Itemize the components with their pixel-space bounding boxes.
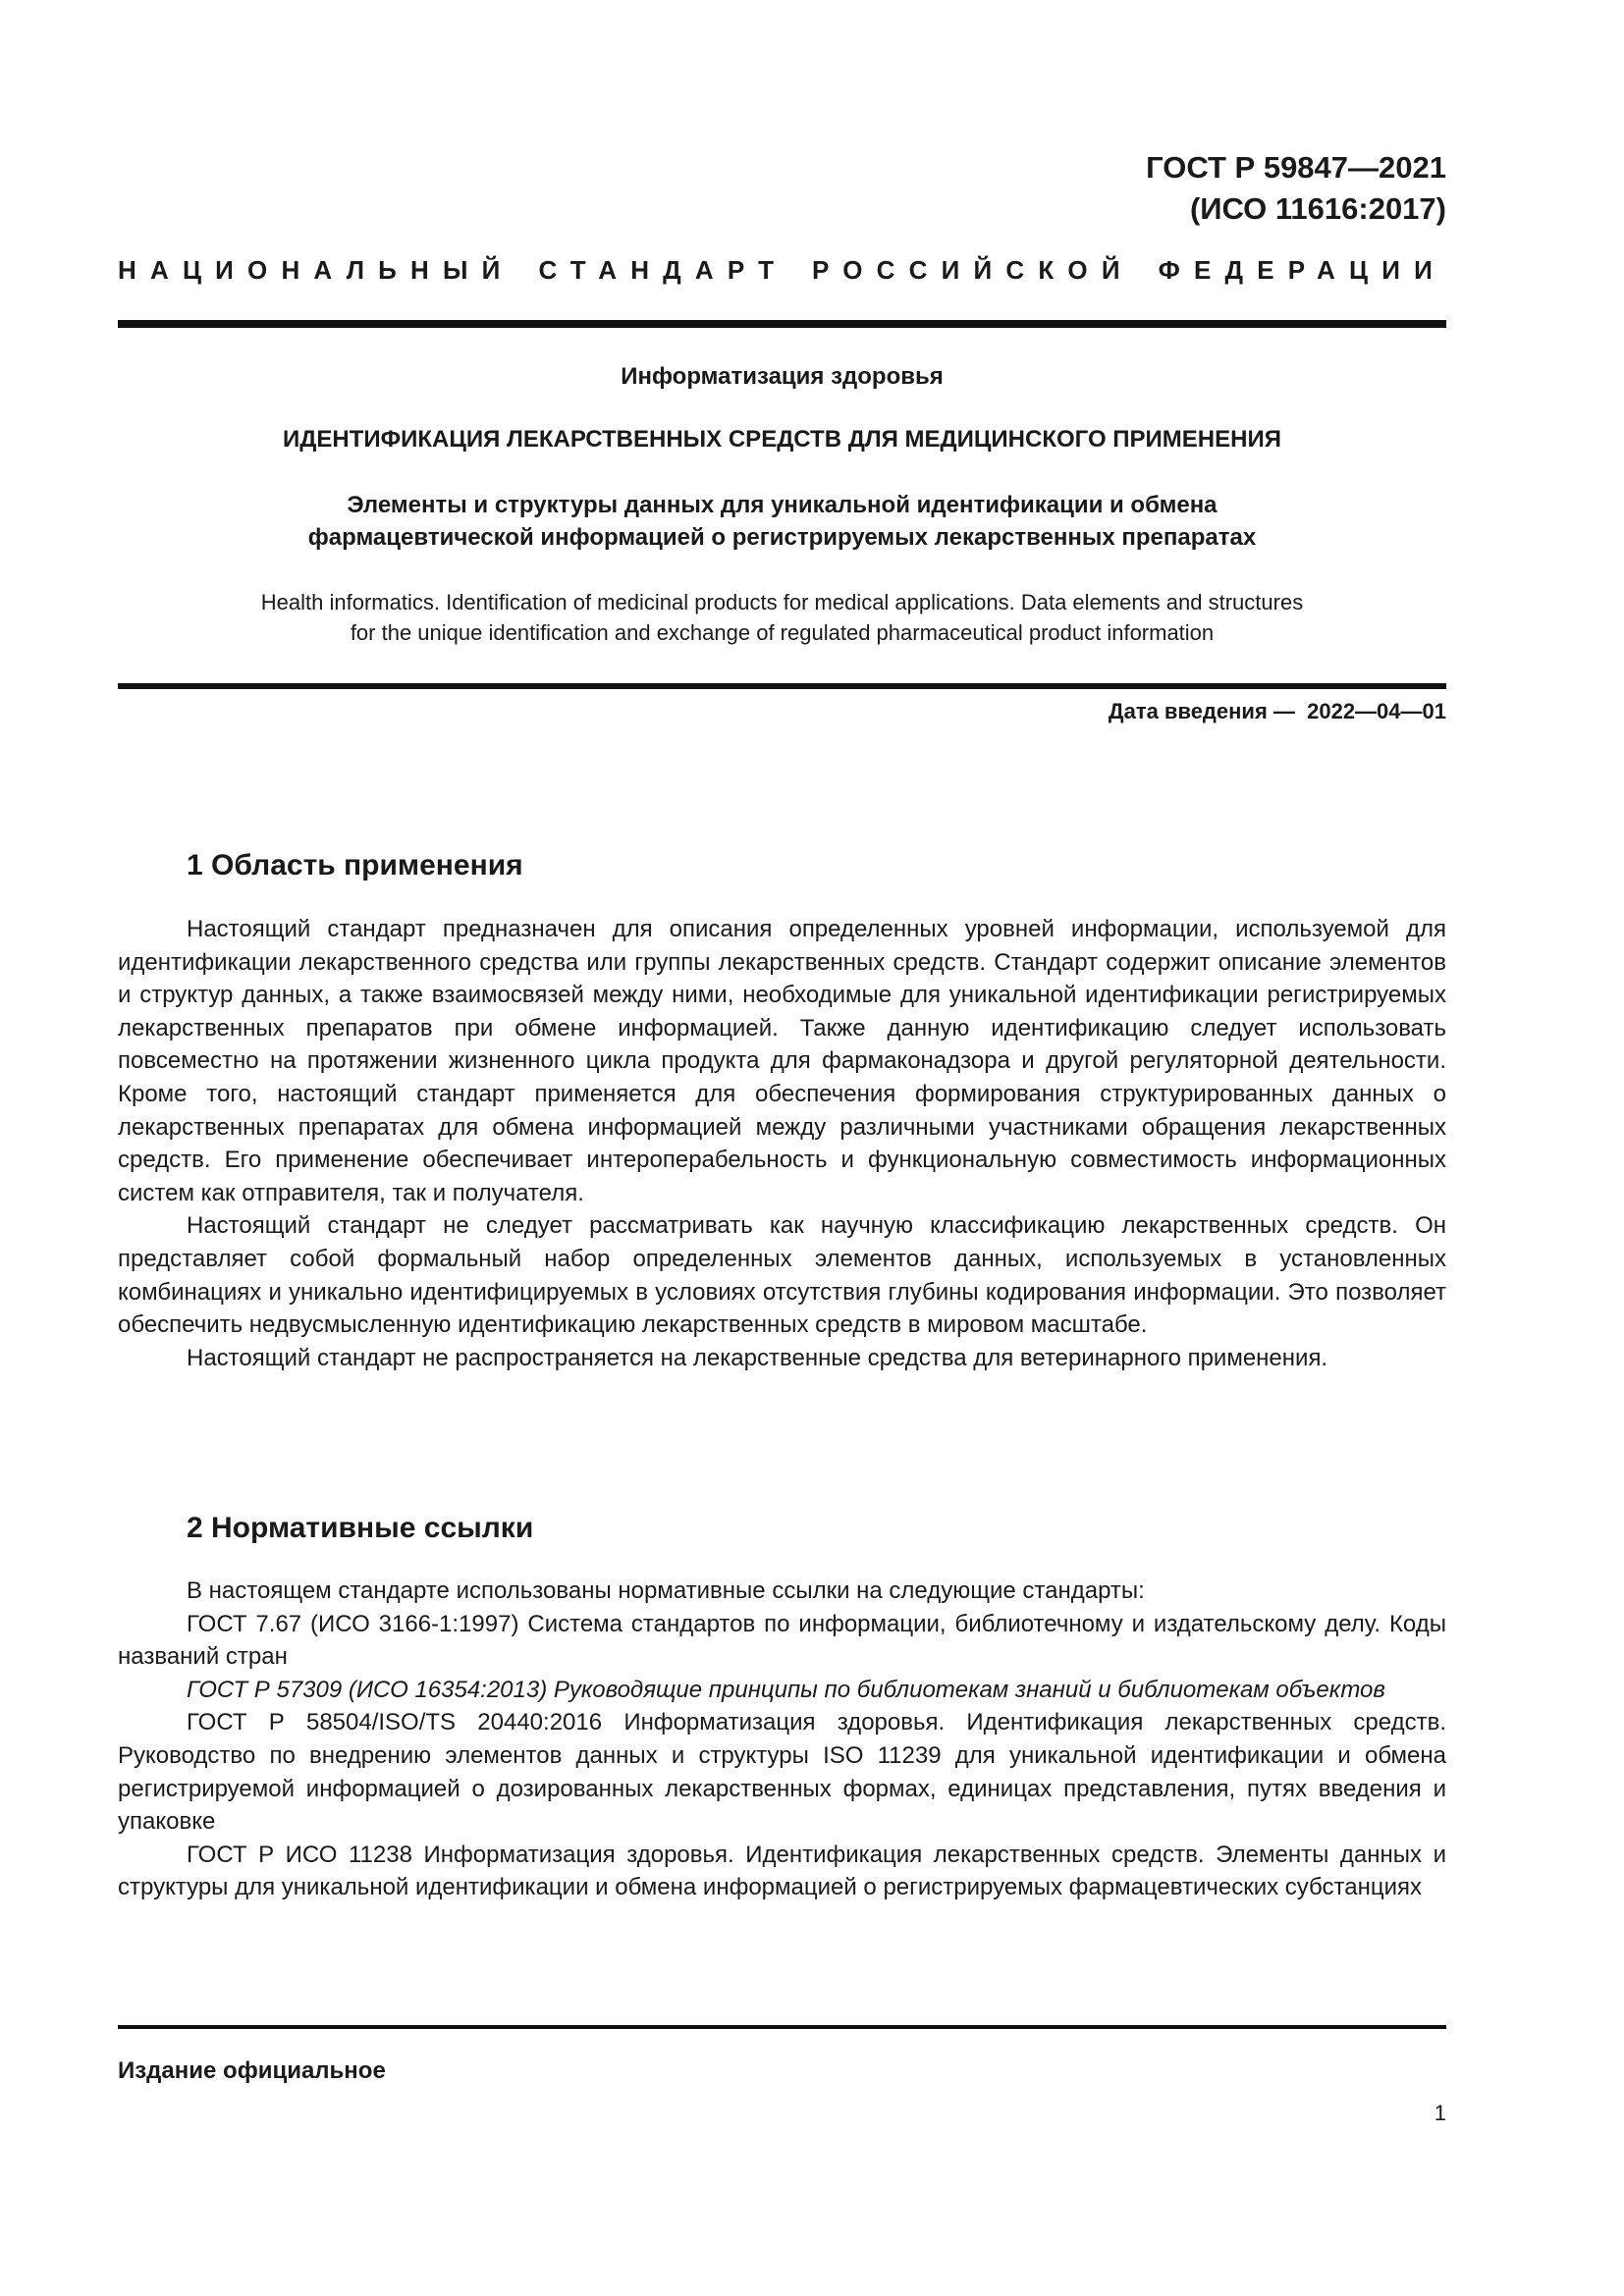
subtitle-line: Элементы и структуры данных для уникальной идентификации и обмена [347, 492, 1218, 518]
english-title-line: Health informatics. Identification of medicinal products for medical applications. Data elements and structures [260, 590, 1304, 614]
official-edition-label: Издание официальное [118, 2057, 386, 2084]
section-scope-body [118, 913, 1446, 1374]
standard-designation [1146, 147, 1446, 230]
section-heading-scope: 1 Область применения [187, 849, 523, 881]
section-references-body [118, 1575, 1446, 1904]
standard-main-title: ИДЕНТИФИКАЦИЯ ЛЕКАРСТВЕННЫХ СРЕДСТВ ДЛЯ МЕДИЦИНСКОГО ПРИМЕНЕНИЯ [283, 426, 1281, 453]
page-number: 1 [1434, 2101, 1446, 2125]
footer-rule [118, 2025, 1446, 2029]
title-rule [118, 683, 1446, 689]
paragraph: В настоящем стандарте использованы нормативные ссылки на следующие стандарты: [187, 1577, 1145, 1604]
paragraph: Настоящий стандарт предназначен для описания определенных уровней информации, используемой для идентификации лекарственного средства или группы лекарственных средств. Стандарт содержит описание элементов и структур данных, а также взаимосвязей между ними, необходимые для уникальной идентификации регистрируемых лекарственных препаратов при обмене информацией. Также данную идентификацию следует использовать повсеместно на протяжении жизненного цикла продукта для фармаконадзора и другой регуляторной деятельности. Кроме того, настоящий стандарт применяется для обеспечения формирования структурированных данных о лекарственных препаратах для обмена информацией между различными участниками обращения лекарственных средств. Его применение обеспечивает интероперабельность и функциональную совместимость информационных систем как отправителя, так и получателя. [118, 916, 1446, 1206]
standard-subtitle [118, 489, 1446, 554]
english-title [118, 587, 1446, 648]
reference-entry: ГОСТ Р ИСО 11238 Информатизация здоровья. Идентификация лекарственных средств. Элементы данных и структуры для уникальной идентификации и обмена информацией о регистрируемых фармацевтических субстанциях [118, 1841, 1446, 1901]
paragraph: Настоящий стандарт не распространяется на лекарственные средства для ветеринарного применения. [187, 1344, 1328, 1371]
reference-entry: ГОСТ Р 57309 (ИСО 16354:2013) Руководящие принципы по библиотекам знаний и библиотекам объектов [187, 1676, 1385, 1703]
standard-area-title: Информатизация здоровья [621, 363, 944, 390]
section-heading-normative-references: 2 Нормативные ссылки [187, 1512, 534, 1544]
english-title-line: for the unique identification and exchange of regulated pharmaceutical product information [350, 620, 1215, 645]
national-standard-banner: НАЦИОНАЛЬНЫЙ СТАНДАРТ РОССИЙСКОЙ ФЕДЕРАЦИИ [118, 255, 1446, 285]
paragraph: Настоящий стандарт не следует рассматривать как научную классификацию лекарственных средств. Он представляет собой формальный набор определенных элементов данных, используемых в установленных комбинациях и уникально идентифицируемых в условиях отсутствия глубины кодирования информации. Это позволяет обеспечить недвусмысленную идентификацию лекарственных средств в мировом масштабе. [118, 1212, 1446, 1339]
introduction-date: Дата введения — 2022—04—01 [1108, 699, 1446, 723]
designation-iso-equivalent: (ИСО 11616:2017) [1189, 191, 1446, 226]
designation-number: ГОСТ Р 59847—2021 [1146, 150, 1446, 185]
subtitle-line: фармацевтической информацией о регистрируемых лекарственных препаратах [307, 524, 1257, 551]
header-rule [118, 320, 1446, 328]
reference-entry: ГОСТ 7.67 (ИСО 3166-1:1997) Система стандартов по информации, библиотечному и издательскому делу. Коды названий стран [118, 1610, 1446, 1671]
reference-entry: ГОСТ Р 58504/ISO/TS 20440:2016 Информатизация здоровья. Идентификация лекарственных средств. Руководство по внедрению элементов данных и структуры ISO 11239 для уникальной идентификации и обмена регистрируемой информацией о дозированных лекарственных формах, единицах представления, путях введения и упаковке [118, 1709, 1446, 1836]
